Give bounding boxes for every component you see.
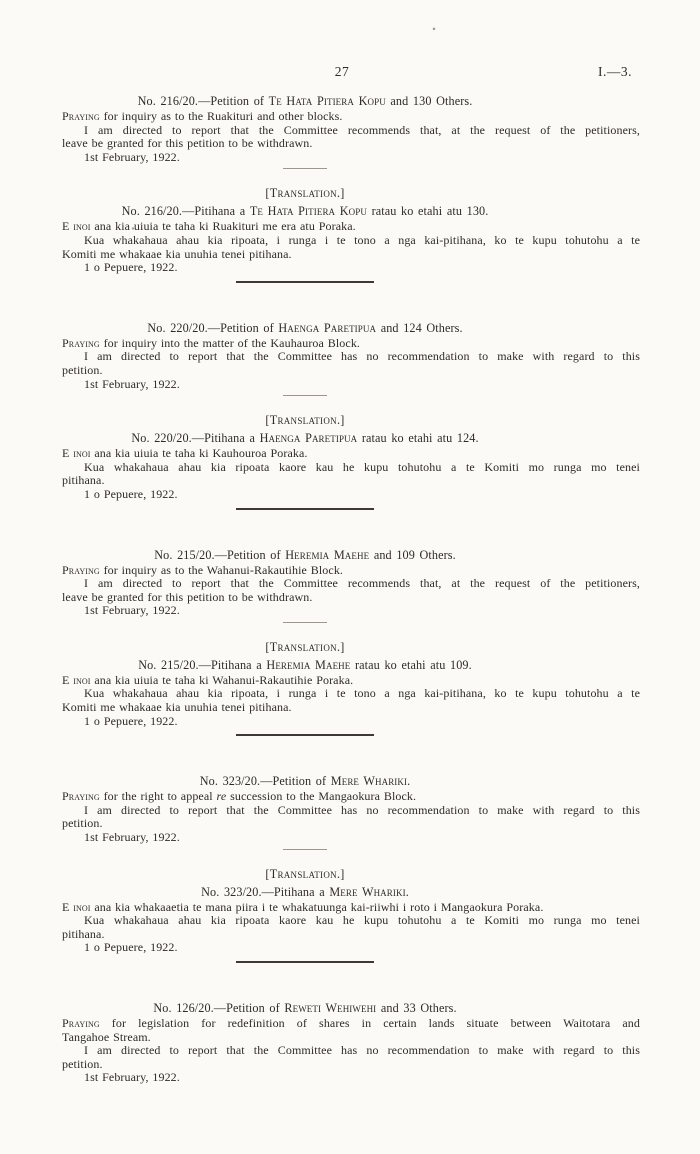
text-fragment: . [405,884,409,899]
text-line [62,715,640,729]
text-fragment: No. 323/20.—Pitihana a [201,884,330,899]
petition-paragraph [62,604,640,618]
text-fragment: Mere Whariki [330,774,408,789]
page-number: 27 [334,64,350,79]
text-fragment: E inoi [62,219,91,234]
petition-paragraphs [62,110,640,164]
text-fragment: E inoi [62,672,91,687]
text-fragment: 1st February, 1922. [84,830,180,845]
petition-paragraphs [62,901,640,955]
text-fragment: ana kia whakaaetia te mana piira i te whakatuunga kai-riiwhi i roto i Mangaokura Poraka. [90,899,544,914]
petition-section [62,1001,640,1085]
petition-section [62,321,640,396]
text-line [62,1044,640,1058]
text-fragment: No. 216/20.—Pitihana a [121,204,250,219]
petition-paragraph [62,687,640,714]
text-line [62,804,640,818]
text-fragment: Komiti me whakaae kia unuhia tenei pitihana. [62,700,292,715]
text-fragment: ratau ko etahi atu 124. [357,431,479,446]
page-header [62,64,640,81]
translation-label: [Translation.] [265,413,345,428]
text-fragment: Kua whakahaua ahau kia ripoata kaore kau he kupu tohutohu a te Komiti mo runga mo tenei [84,459,640,474]
translation-label: [Translation.] [265,186,345,201]
petition-section [62,548,640,623]
text-line [62,447,640,461]
text-fragment: petition. [62,362,103,377]
petition-paragraph [62,337,640,351]
petition-paragraphs [62,220,640,274]
text-fragment: 1st February, 1922. [84,603,180,618]
petition-paragraph [62,901,640,915]
text-fragment: I am directed to report that the Committee recommends that, at the request of the petitioners, [84,576,640,591]
text-line [62,234,640,248]
text-line [62,1071,640,1085]
petition-paragraphs [62,1017,640,1085]
petition-paragraph [62,261,640,275]
text-line [62,674,640,688]
text-fragment: leave be granted for this petition to be withdrawn. [62,136,313,151]
text-fragment: Te Hata Pitiera Kopu [249,204,367,219]
divider-rule [283,168,327,169]
text-fragment: and 124 Others. [376,320,463,335]
petition-paragraphs [62,790,640,844]
petition-heading [62,431,640,445]
text-fragment: succession to the Mangaokura Block. [226,789,417,804]
text-line [62,350,640,364]
text-fragment: Haenga Paretipua [278,320,377,335]
petition-paragraphs [62,674,640,728]
text-fragment: Praying [62,335,100,350]
text-fragment: Praying [62,789,100,804]
folio-reference: I.—3. [598,64,632,79]
text-line [62,337,640,351]
divider-rule [236,508,374,510]
text-fragment: for inquiry as to the Ruakituri and other blocks. [99,109,343,123]
petition-paragraph [62,1017,640,1044]
divider-rule [236,734,374,736]
text-fragment: Mere Whariki [329,884,406,899]
translation-label: [Translation.] [265,866,345,881]
text-fragment: Tangahoe Stream. [62,1029,151,1044]
petition-heading [62,1001,640,1015]
text-fragment: No. 220/20.—Pitihana a [131,431,260,446]
petition-paragraphs [62,447,640,501]
text-line [62,1017,640,1031]
text-line [62,378,640,392]
text-line [62,110,640,124]
text-fragment: and 130 Others. [385,94,473,108]
text-fragment: leave be granted for this petition to be withdrawn. [62,589,313,604]
petition-paragraphs [62,564,640,618]
petition-paragraph [62,564,640,578]
text-line [62,604,640,618]
divider-rule [283,849,327,850]
text-line [62,914,640,928]
divider-rule [283,622,327,623]
text-line [62,461,640,475]
petition-heading [62,774,640,788]
document-body [62,94,640,1085]
text-fragment: ratau ko etahi atu 109. [350,657,472,672]
text-fragment: No. 216/20.—Petition of [137,94,269,108]
text-fragment: for legislation for redefinition of shares in certain lands situate between Waitotara and [99,1016,640,1030]
petition-section [62,640,640,736]
text-line [62,577,640,591]
petition-paragraph [62,488,640,502]
petition-paragraph [62,914,640,941]
petition-section [62,186,640,282]
text-fragment: pitihana. [62,473,105,488]
text-fragment: Kua whakahaua ahau kia ripoata, i runga i te tono a nga kai-pitihana, ko te kupu tohutohu a te [84,686,640,701]
text-fragment: Praying [62,562,100,577]
divider-rule [236,961,374,963]
text-line [62,220,640,234]
text-line [62,564,640,578]
text-fragment: and 109 Others. [369,547,456,562]
text-fragment: I am directed to report that the Committee has no recommendation to make with regard to this [84,802,640,817]
petition-paragraph [62,941,640,955]
text-fragment: Praying [62,1016,100,1030]
text-line [62,928,640,942]
text-fragment: Praying [62,109,100,123]
petition-heading [62,548,640,562]
petition-paragraph [62,461,640,488]
text-fragment: Te Hata Pitiera Kopu [268,94,386,108]
text-fragment: No. 215/20.—Pitihana a [138,657,267,672]
text-fragment: ratau ko etahi atu 130. [366,204,489,219]
petition-paragraph [62,220,640,234]
text-fragment: I am directed to report that the Committee has no recommendation to make with regard to this [84,349,640,364]
divider-rule [283,395,327,396]
text-fragment: ana kia uiuia te taha ki Wahanui-Rakautihie Poraka. [90,672,354,687]
text-fragment: Kua whakahaua ahau kia ripoata, i runga i te tono a nga kai-pitihana, ko te kupu tohutohu a te [84,232,640,247]
text-fragment: ana kia uiuia te taha ki Ruakituri me era atu Poraka. [90,219,356,234]
petition-heading [62,885,640,899]
text-line [62,1058,640,1072]
petition-paragraph [62,674,640,688]
petition-paragraph [62,1044,640,1071]
text-line [62,790,640,804]
text-line [62,364,640,378]
petition-paragraph [62,804,640,831]
text-line [62,124,640,138]
petition-paragraph [62,790,640,804]
text-fragment: Reweti Wehiwehi [284,1001,377,1015]
divider-rule [236,281,374,283]
text-fragment: petition. [62,816,103,831]
text-line [62,488,640,502]
text-line [62,248,640,262]
text-fragment: . [407,774,411,789]
text-fragment: I am directed to report that the Committee recommends that, at the request of the petitioners, [84,122,640,137]
text-line [62,474,640,488]
petition-paragraph [62,234,640,261]
petition-paragraph [62,350,640,377]
text-fragment: E inoi [62,899,91,914]
petition-section [62,867,640,963]
petition-heading [62,94,640,108]
text-fragment: for the right to appeal [99,789,217,804]
text-line [62,831,640,845]
text-fragment: ana kia uiuia te taha ki Kauhouroa Poraka. [90,446,308,461]
text-fragment: 1 o Pepuere, 1922. [84,260,178,275]
text-fragment: I am directed to report that the Committee has no recommendation to make with regard to this [84,1043,640,1058]
text-line [62,687,640,701]
text-fragment: Komiti me whakaae kia unuhia tenei pitihana. [62,246,292,261]
petition-paragraph [62,577,640,604]
petition-paragraph [62,124,640,151]
text-line [62,817,640,831]
text-line [62,261,640,275]
petition-paragraphs [62,337,640,391]
text-fragment: E inoi [62,446,91,461]
petition-heading [62,321,640,335]
text-line [62,151,640,165]
petition-paragraph [62,715,640,729]
text-fragment: Heremia Maehe [285,547,370,562]
petition-paragraph [62,447,640,461]
text-fragment: 1st February, 1922. [84,1070,180,1085]
text-fragment: No. 323/20.—Petition of [199,774,331,789]
petition-paragraph [62,378,640,392]
text-fragment: 1 o Pepuere, 1922. [84,486,178,501]
petition-section [62,774,640,849]
petition-heading [62,204,640,218]
text-fragment: No. 215/20.—Petition of [154,547,286,562]
text-line [62,701,640,715]
text-fragment: 1 o Pepuere, 1922. [84,713,178,728]
text-line [62,941,640,955]
text-fragment: Kua whakahaua ahau kia ripoata kaore kau he kupu tohutohu a te Komiti mo runga mo tenei [84,913,640,928]
petition-heading [62,658,640,672]
petition-paragraph [62,151,640,165]
text-fragment: No. 126/20.—Petition of [153,1001,285,1015]
text-fragment: petition. [62,1056,103,1071]
text-line [62,901,640,915]
petition-paragraph [62,1071,640,1085]
text-fragment: Heremia Maehe [266,657,351,672]
text-fragment: pitihana. [62,926,105,941]
translation-label: [Translation.] [265,639,345,654]
petition-paragraph [62,110,640,124]
text-fragment: for inquiry as to the Wahanui-Rakautihie Block. [99,562,344,577]
text-fragment: Haenga Paretipua [259,431,358,446]
text-fragment: for inquiry into the matter of the Kauhauroa Block. [99,335,361,350]
petition-paragraph [62,831,640,845]
petition-section [62,94,640,169]
text-line [62,591,640,605]
text-fragment: 1st February, 1922. [84,149,180,164]
text-fragment: re [216,789,227,804]
text-fragment: No. 220/20.—Petition of [147,320,279,335]
petition-section [62,413,640,509]
text-line [62,1031,640,1045]
text-fragment: 1st February, 1922. [84,376,180,391]
text-fragment: 1 o Pepuere, 1922. [84,940,178,955]
text-fragment: and 33 Others. [376,1001,457,1015]
text-line [62,137,640,151]
